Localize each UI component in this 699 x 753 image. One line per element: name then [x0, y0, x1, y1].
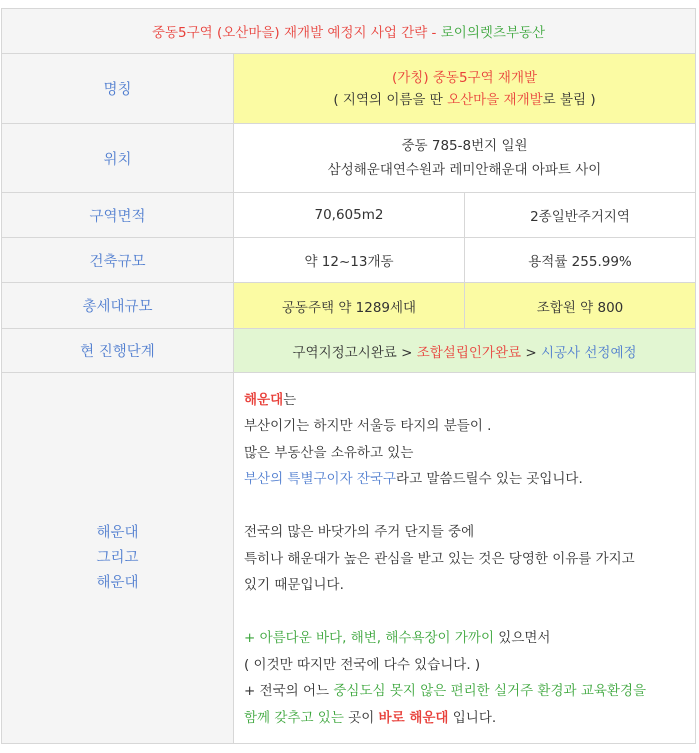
scale-floor-area-ratio: 용적률 255.99% [465, 238, 696, 283]
households-units: 공동주택 약 1289세대 [234, 283, 465, 329]
description-paragraph-2: 부산이기는 하지만 서울등 타지의 분들이 . [244, 418, 492, 435]
description-paragraph-11 [244, 705, 685, 732]
description-label-line1: 해운대 [96, 524, 139, 541]
stage-row [2, 329, 696, 373]
description-spacer-2 [244, 599, 685, 626]
description-paragraph-5: 전국의 많은 바닷가의 주거 단지들 중에 [244, 524, 475, 541]
project-summary-table [1, 8, 696, 744]
stage-label: 현 진행단계 [2, 329, 234, 373]
description-paragraph-9: ( 이것만 따지만 전국에 다수 있습니다. ) [244, 656, 481, 673]
households-members: 조합원 약 800 [465, 283, 696, 329]
table-title [2, 9, 696, 54]
area-size: 70,605m2 [234, 193, 465, 238]
description-paragraph-3: 많은 부동산을 소유하고 있는 [244, 444, 414, 461]
description-p11-bold: 바로 해운대 [378, 709, 449, 726]
description-p8-highlight: + 아름다운 바다, 해변, 해수욕장이 가까이 [244, 630, 495, 647]
description-paragraph-1 [244, 387, 685, 414]
table-title-main: 중동5구역 (오산마을) 재개발 예정지 사업 간략 - [151, 25, 441, 41]
name-row [2, 54, 696, 124]
location-label: 위치 [2, 124, 234, 193]
stage-separator-2: > [521, 344, 541, 361]
info-table-wrapper [1, 8, 695, 744]
description-row [2, 373, 696, 744]
location-row [2, 124, 696, 193]
description-p1-rest: 는 [283, 391, 297, 408]
households-label: 총세대규모 [2, 283, 234, 329]
table-title-source: 로이의렛츠부동산 [440, 25, 546, 41]
area-label: 구역면적 [2, 193, 234, 238]
description-p10-highlight: 중심도심 못지 않은 편리한 실거주 환경과 교육환경을 [333, 683, 647, 700]
name-line2-suffix: 로 불림 ) [542, 91, 596, 108]
description-paragraph-7: 있기 때문입니다. [244, 577, 344, 594]
name-line1: (가칭) 중동5구역 재개발 [391, 69, 538, 86]
name-value [234, 54, 696, 124]
stage-step-3: 시공사 선정예정 [540, 344, 637, 361]
location-line2: 삼성해운대연수원과 레미안해운대 아파트 사이 [327, 162, 602, 178]
name-line2-highlight: 오산마을 재개발 [447, 91, 543, 108]
description-label-line2: 그리고 [96, 549, 139, 566]
description-p1-highlight: 해운대 [244, 391, 284, 408]
description-paragraph-8 [244, 625, 685, 652]
description-label [2, 373, 234, 744]
households-row [2, 283, 696, 329]
location-line1: 중동 785-8번지 일원 [401, 138, 528, 154]
area-row [2, 193, 696, 238]
area-zoning: 2종일반주거지역 [465, 193, 696, 238]
title-row [2, 9, 696, 54]
description-p8-rest: 있으면서 [494, 630, 551, 647]
description-p10-prefix: + 전국의 어느 [244, 683, 334, 700]
description-p4-rest: 라고 말씀드릴수 있는 곳입니다. [396, 471, 583, 488]
location-value [234, 124, 696, 193]
description-label-line3: 해운대 [96, 574, 139, 591]
name-line2-prefix: ( 지역의 이름을 딴 [333, 91, 448, 108]
scale-row [2, 238, 696, 283]
description-p11-mid: 곳이 [343, 709, 379, 726]
description-p4-highlight: 부산의 특별구이자 잔국구 [244, 471, 397, 488]
description-spacer-1 [244, 493, 685, 520]
stage-step-1: 구역지정고시완료 [292, 344, 397, 361]
stage-step-2: 조합설립인가완료 [416, 344, 522, 361]
description-paragraph-6: 특히나 해운대가 높은 관심을 받고 있는 것은 당영한 이유를 가지고 [244, 550, 635, 567]
description-p11-end: 입니다. [448, 709, 497, 726]
scale-buildings: 약 12~13개동 [234, 238, 465, 283]
description-paragraph-4 [244, 466, 685, 493]
description-p11-highlight: 함께 갖추고 있는 [244, 709, 344, 726]
stage-value [234, 329, 696, 373]
description-text [234, 373, 696, 744]
scale-label: 건축규모 [2, 238, 234, 283]
description-paragraph-10 [244, 678, 685, 705]
name-line2 [234, 89, 695, 111]
stage-separator-1: > [396, 344, 417, 361]
name-label: 명칭 [2, 54, 234, 124]
